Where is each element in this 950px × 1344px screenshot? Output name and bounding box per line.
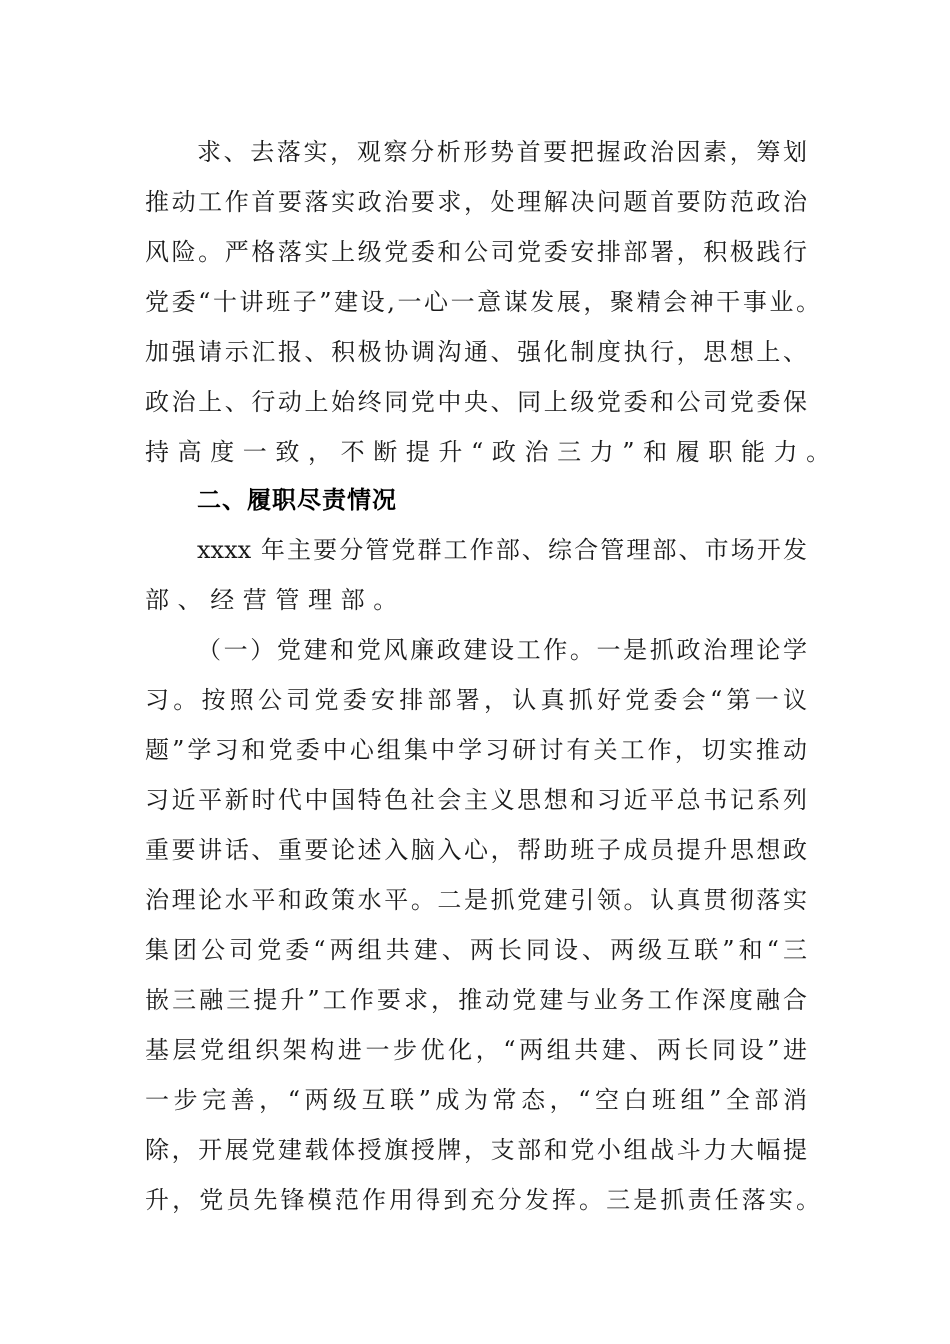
paragraph-line: 一步完善，“两级互联”成为常态，“空白班组”全部消 — [145, 1086, 807, 1114]
paragraph-line: 推动工作首要落实政治要求，处理解决问题首要防范政治 — [145, 188, 807, 216]
paragraph-line: 部、经营管理部。 — [145, 586, 406, 614]
paragraph-line: 政治上、行动上始终同党中央、同上级党委和公司党委保 — [145, 388, 807, 416]
paragraph-line: 题”学习和党委中心组集中学习研讨有关工作，切实推动 — [145, 736, 807, 764]
paragraph-line: 嵌三融三提升”工作要求，推动党建与业务工作深度融合 — [145, 986, 807, 1014]
paragraph-line: xxxx 年主要分管党群工作部、综合管理部、市场开发 — [197, 536, 807, 564]
paragraph-line: 习。按照公司党委安排部署，认真抓好党委会“第一议 — [145, 686, 807, 714]
paragraph-line: 持高度一致，不断提升“政治三力”和履职能力。 — [145, 438, 839, 466]
paragraph-line: 风险。严格落实上级党委和公司党委安排部署，积极践行 — [145, 238, 807, 266]
paragraph-line: 求、去落实，观察分析形势首要把握政治因素，筹划 — [197, 138, 807, 166]
paragraph-line: 除，开展党建载体授旗授牌，支部和党小组战斗力大幅提 — [145, 1136, 807, 1164]
section-heading: 二、履职尽责情况 — [197, 486, 397, 514]
paragraph-line: 加强请示汇报、积极协调沟通、强化制度执行，思想上、 — [145, 338, 807, 366]
paragraph-line: 集团公司党委“两组共建、两长同设、两级互联”和“三 — [145, 936, 807, 964]
paragraph-line: 基层党组织架构进一步优化，“两组共建、两长同设”进 — [145, 1036, 807, 1064]
paragraph-line: （一）党建和党风廉政建设工作。一是抓政治理论学 — [197, 636, 807, 664]
paragraph-line: 习近平新时代中国特色社会主义思想和习近平总书记系列 — [145, 786, 807, 814]
paragraph-line: 重要讲话、重要论述入脑入心，帮助班子成员提升思想政 — [145, 836, 807, 864]
paragraph-line: 升，党员先锋模范作用得到充分发挥。三是抓责任落实。 — [145, 1186, 820, 1214]
paragraph-line: 治理论水平和政策水平。二是抓党建引领。认真贯彻落实 — [145, 886, 807, 914]
paragraph-line: 党委“十讲班子”建设,一心一意谋发展，聚精会神干事业。 — [145, 288, 820, 316]
